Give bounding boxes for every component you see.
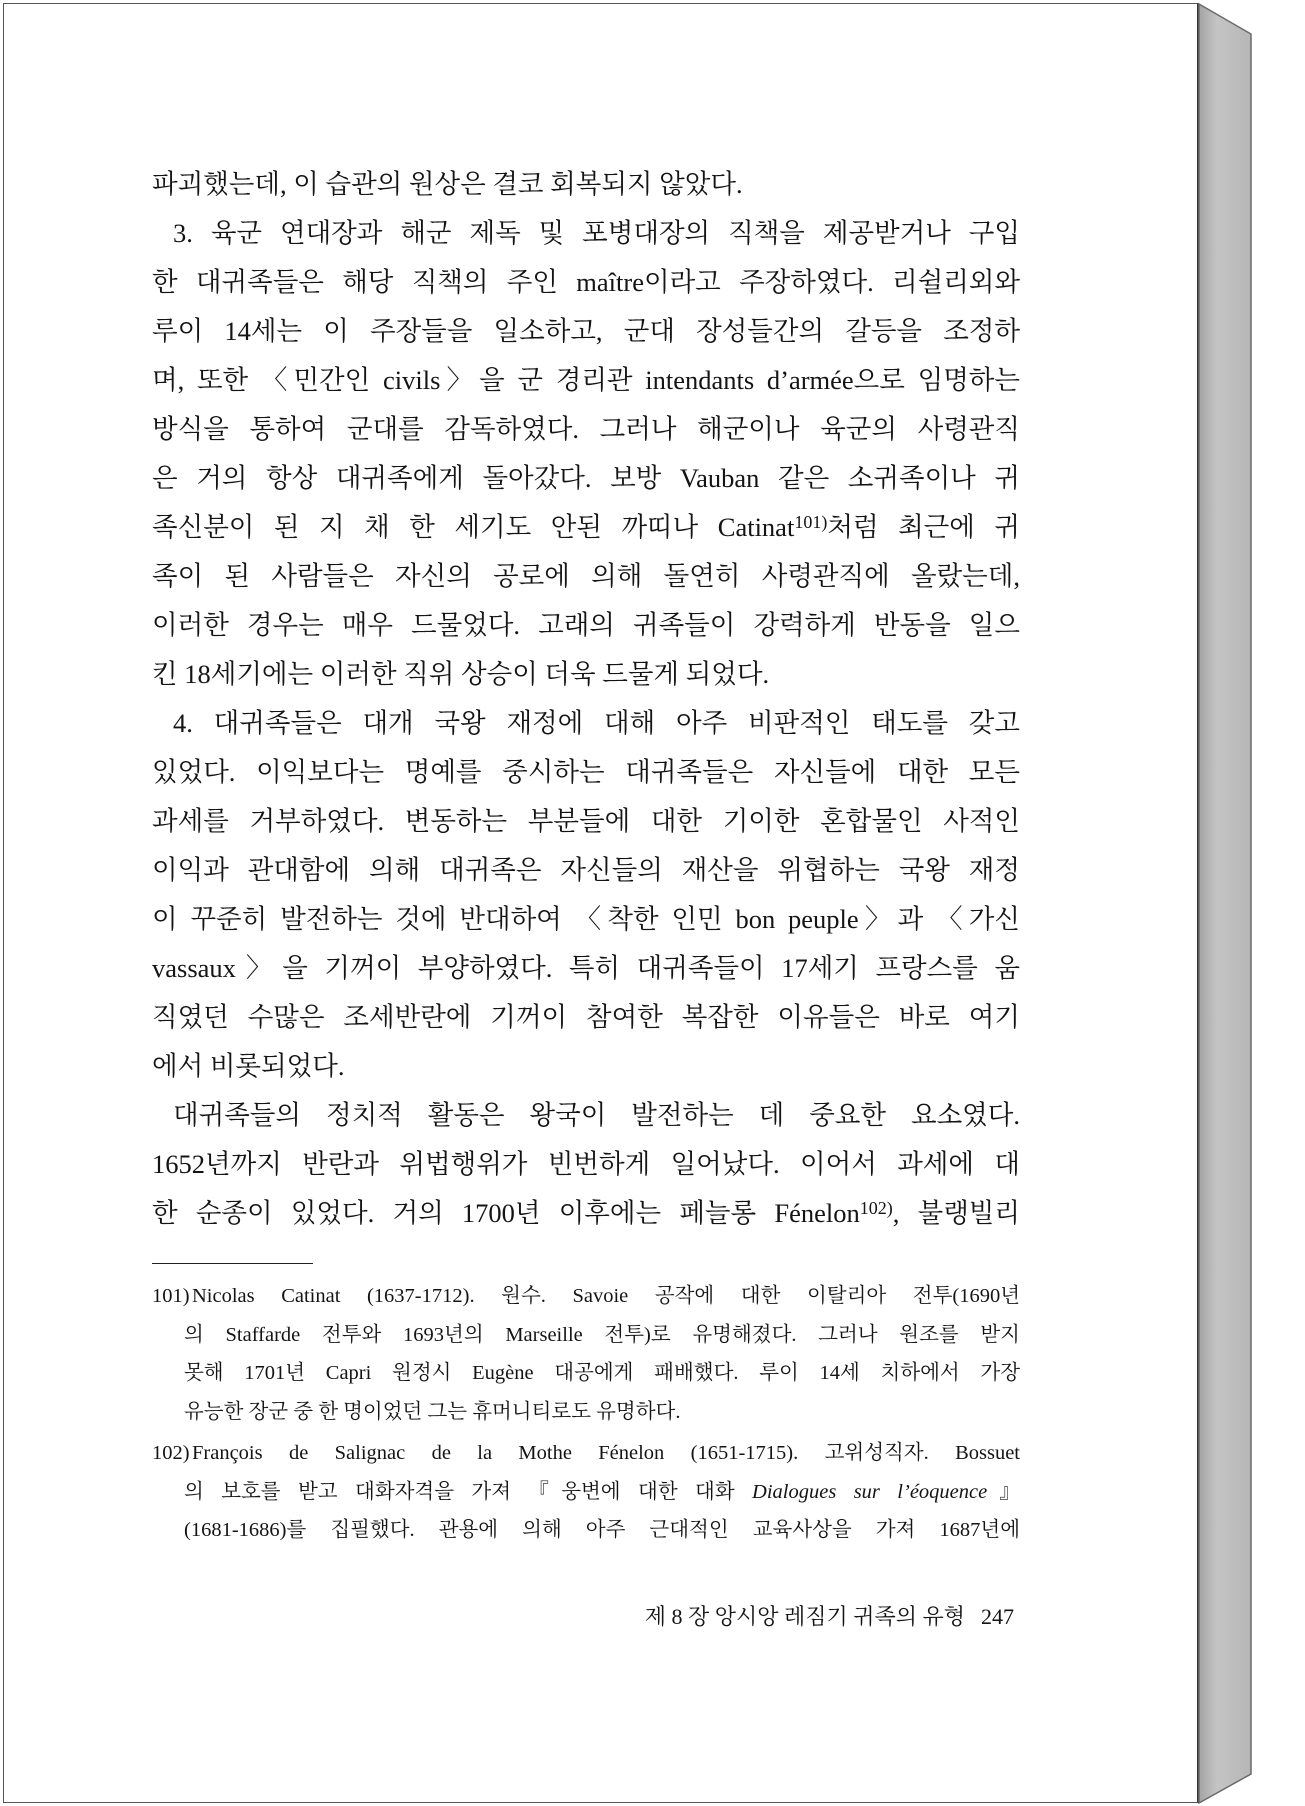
body-line: 4. 대귀족들은 대개 국왕 재정에 대해 아주 비판적인 태도를 갖고	[173, 708, 1020, 738]
body-line-text: 한 순종이 있었다. 거의 1700년 이후에는 페늘롱 Fénelon	[152, 1198, 860, 1228]
footnote-rule	[152, 1263, 313, 1264]
footnote-text: François de Salignac de la Mothe Fénelon (1651-1715). 고위성직자. Bossuet	[192, 1442, 1020, 1464]
footnote-reference: 102)	[859, 1197, 893, 1218]
footnote-line: (1681-1686)를 집필했다. 관용에 의해 아주 근대적인 교육사상을 가져 1687년에	[184, 1519, 1020, 1541]
body-line: 1652년까지 반란과 위법행위가 빈번하게 일어났다. 이어서 과세에 대	[152, 1149, 1020, 1179]
footnote-line	[152, 1434, 1020, 1473]
footnote-102	[152, 1434, 1020, 1550]
body-line: 킨 18세기에는 이러한 직위 상승이 더욱 드물게 되었다.	[152, 659, 770, 689]
body-line-text: , 불랭빌리	[892, 1198, 1020, 1228]
footnote-text: Nicolas Catinat (1637-1712). 원수. Savoie 공작에 대한 이탈리아 전투(1690년	[192, 1285, 1020, 1307]
body-line: 며, 또한 〈민간인 civils〉을 군 경리관 intendants d’armée으로 임명하는	[152, 365, 1020, 395]
body-line: 족이 된 사람들은 자신의 공로에 의해 돌연히 사령관직에 올랐는데,	[152, 561, 1020, 591]
footnote-reference: 101)	[794, 511, 828, 532]
body-line-text: 족신분이 된 지 채 한 세기도 안된 까띠나 Catinat	[152, 512, 795, 542]
body-line: 파괴했는데, 이 습관의 원상은 결코 회복되지 않았다.	[152, 169, 743, 199]
footnote-line	[152, 1473, 1020, 1512]
running-footer	[152, 1602, 1014, 1632]
footnote-line: 못해 1701년 Capri 원정시 Eugène 대공에게 패배했다. 루이 14세 치하에서 가장	[184, 1362, 1020, 1384]
body-text	[152, 160, 1020, 1238]
footnotes	[152, 1277, 1020, 1550]
body-line: 직였던 수많은 조세반란에 기꺼이 참여한 복잡한 이유들은 바로 여기	[152, 1002, 1020, 1032]
body-line: 이익과 관대함에 의해 대귀족은 자신들의 재산을 위협하는 국왕 재정	[152, 855, 1020, 885]
footnote-line: 의 Staffarde 전투와 1693년의 Marseille 전투)로 유명해졌다. 그러나 원조를 받지	[184, 1323, 1020, 1346]
footnote-101	[152, 1277, 1020, 1431]
footnote-marker: 102)	[152, 1442, 190, 1464]
body-line: 한 대귀족들은 해당 직책의 주인 maître이라고 주장하였다. 리쉴리외와	[152, 267, 1020, 297]
footnote-marker: 101)	[152, 1285, 190, 1307]
page-number: 247	[981, 1604, 1014, 1629]
body-line: 있었다. 이익보다는 명예를 중시하는 대귀족들은 자신들에 대한 모든	[152, 757, 1020, 787]
body-line: 3. 육군 연대장과 해군 제독 및 포병대장의 직책을 제공받거나 구입	[173, 218, 1020, 248]
body-line: 이 꾸준히 발전하는 것에 반대하여 〈착한 인민 bon peuple〉과 〈가신	[152, 904, 1020, 934]
body-line-text: 처럼 최근에 귀	[827, 512, 1020, 542]
body-line: vassaux〉을 기꺼이 부양하였다. 특히 대귀족들이 17세기 프랑스를 움	[152, 953, 1020, 983]
footnote-line: 유능한 장군 중 한 명이었던 그는 휴머니티로도 유명하다.	[184, 1400, 681, 1423]
body-line: 이러한 경우는 매우 드물었다. 고래의 귀족들이 강력하게 반동을 일으	[152, 610, 1020, 640]
footnote-book-title: Dialogues sur l’éoquence	[752, 1480, 988, 1503]
footnote-line	[152, 1277, 1020, 1316]
footnote-text: 』	[987, 1480, 1021, 1503]
body-line: 방식을 통하여 군대를 감독하였다. 그러나 해군이나 육군의 사령관직	[152, 414, 1020, 444]
body-line: 은 거의 항상 대귀족에게 돌아갔다. 보방 Vauban 같은 소귀족이나 귀	[152, 463, 1020, 493]
body-line	[152, 503, 1020, 552]
running-title: 제 8 장 앙시앙 레짐기 귀족의 유형	[644, 1604, 965, 1629]
body-line	[152, 1189, 1020, 1238]
body-line: 루이 14세는 이 주장들을 일소하고, 군대 장성들간의 갈등을 조정하	[152, 316, 1020, 346]
body-line: 과세를 거부하였다. 변동하는 부분들에 대한 기이한 혼합물인 사적인	[152, 806, 1020, 836]
body-line: 에서 비롯되었다.	[152, 1051, 345, 1081]
body-line: 대귀족들의 정치적 활동은 왕국이 발전하는 데 중요한 요소였다.	[173, 1100, 1020, 1130]
footnote-text: 의 보호를 받고 대화자격을 가져 『웅변에 대한 대화	[184, 1480, 753, 1503]
